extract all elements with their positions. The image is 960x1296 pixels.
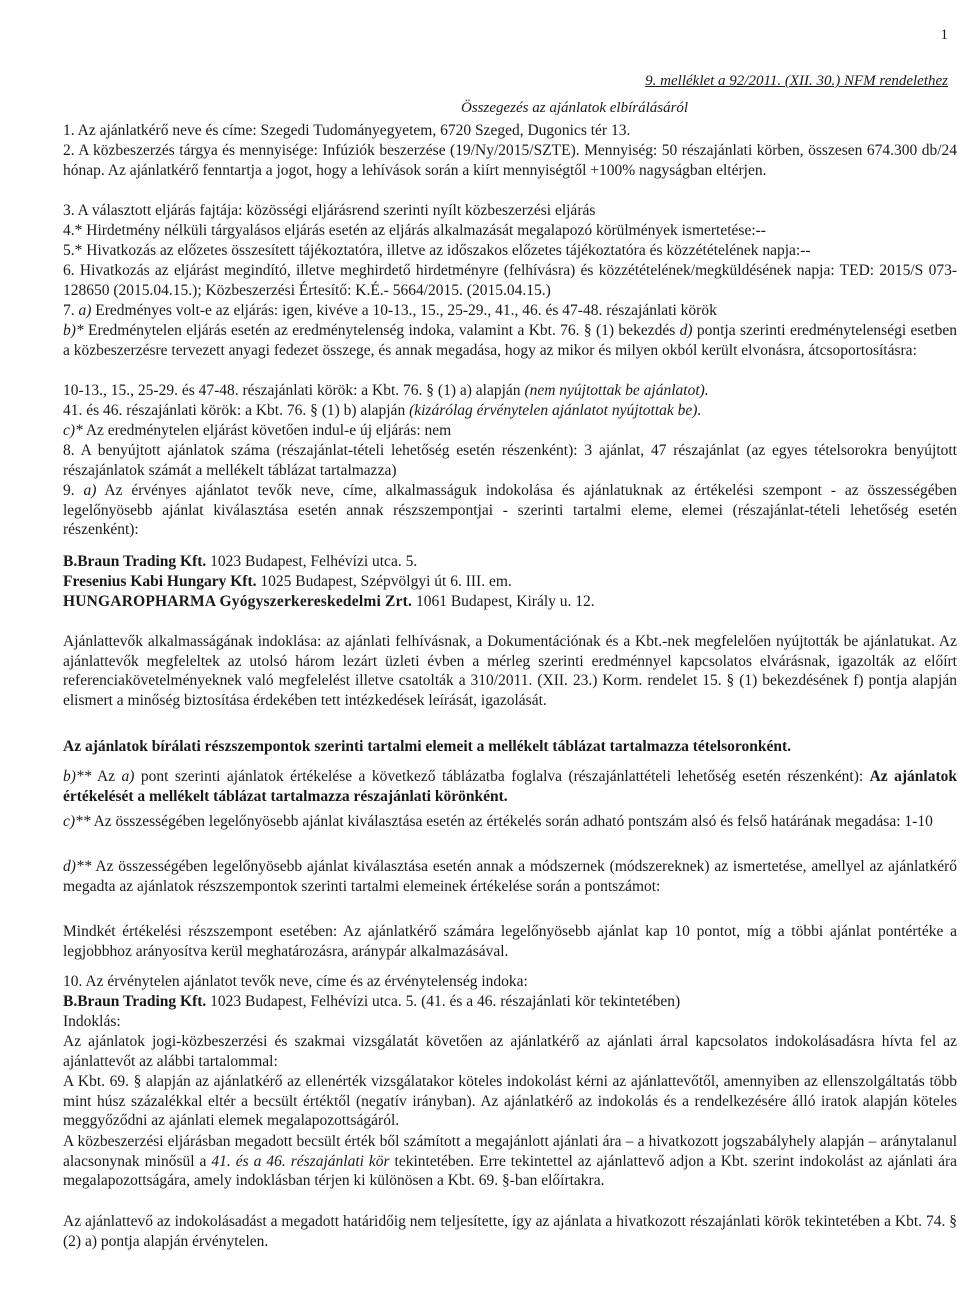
s7b-mark2: d) xyxy=(679,322,693,339)
s9c-text: Az összességében legelőnyösebb ajánlat kiválasztása esetén az értékelés során adható pontszám alsó és felső határának megadása: 1-10 xyxy=(90,813,933,830)
section-1: 1. Az ajánlatkérő neve és címe: Szegedi Tudományegyetem, 6720 Szeged, Dugonics tér 13. xyxy=(63,122,631,139)
reason-3 xyxy=(63,1132,957,1191)
document-title: Összegezés az ajánlatok elbírálásáról xyxy=(461,100,689,116)
s7a-text: Eredményes volt-e az eljárás: igen, kivéve a 10-13., 15., 25-29., 41., 46. és 47-48. részajánlati körök xyxy=(91,302,717,319)
s9b-mark2: a) xyxy=(121,768,135,785)
company-1-name: B.Braun Trading Kft. xyxy=(63,553,207,570)
company-3-name: HUNGAROPHARMA Gyógyszerkereskedelmi Zrt. xyxy=(63,593,413,610)
s7b-mark: b)* xyxy=(63,322,84,339)
section-10: 10. Az érvénytelen ajánlatot tevők neve, címe és az érvénytelenség indoka: xyxy=(63,973,528,990)
section-7c xyxy=(63,421,957,441)
annex-header: 9. melléklet a 92/2011. (XII. 30.) NFM rendelethez xyxy=(645,73,948,89)
section-9c xyxy=(63,812,957,832)
bold-statement: Az ajánlatok bírálati részszempontok szerinti tartalmi elemeit a mellékelt táblázat tartalmazza tételsoronként. xyxy=(63,738,792,755)
section-9d xyxy=(63,857,957,896)
s9b-mark: b)** xyxy=(63,768,92,785)
company-1 xyxy=(63,552,957,572)
s9b-text1: Az xyxy=(91,768,122,785)
company-2 xyxy=(63,572,957,592)
s7b2-italic: (kizárólag érvénytelen ajánlatot nyújtottak be). xyxy=(409,402,702,419)
s7b2-text: 41. és 46. részajánlati körök: a Kbt. 76. § (1) b) alapján xyxy=(63,402,410,419)
section-7b-item-2 xyxy=(63,401,957,421)
company-2-address: 1025 Budapest, Szépvölgyi út 6. III. em. xyxy=(256,573,512,590)
s9b-text2: pont szerinti ajánlatok értékelése a következő táblázatba foglalva (részajánlattételi lehetőség esetén részenként): xyxy=(134,768,870,785)
company-3 xyxy=(63,592,957,612)
s9a-num: 9. xyxy=(63,482,84,499)
company-2-name: Fresenius Kabi Hungary Kft. xyxy=(63,573,257,590)
section-7b-item-1 xyxy=(63,381,957,401)
s10-company-address: 1023 Budapest, Felhévízi utca. 5. (41. és a 46. részajánlati kör tekintetében) xyxy=(206,993,681,1010)
section-7b xyxy=(63,321,957,360)
s9d-mark: d)** xyxy=(63,858,92,875)
section-9a xyxy=(63,481,957,540)
s7b-text2: pontja szerinti eredménytelenségi esetben a közbeszerzésre tervezett anyagi fedezet összege, és annak megadása, hogy az mikor és milyen okból került elvonásra, átcsoportosításra: xyxy=(63,322,957,359)
page-number: 1 xyxy=(940,27,948,43)
section-9b xyxy=(63,767,957,806)
section-8: 8. A benyújtott ajánlatok száma (részajánlat-tételi lehetőség esetén részenként): 3 ajánlat, 47 részajánlat (az egyes tételsorokra benyújtott részajánlatok számát a mellékelt táblázat tartalmazza) xyxy=(63,442,957,479)
s9a-text: Az érvényes ajánlatot tevők neve, címe, alkalmasságuk indokolása és ajánlatuknak az értékelési szempont - az összességében legelőnyösebb ajánlat kiválasztása esetén annak részszempontjai - szerinti tartalmi eleme, elemei (részajánlat-tételi lehetőség esetén részenként): xyxy=(63,482,958,539)
section-7a xyxy=(63,301,957,321)
section-9d-detail: Mindkét értékelési részszempont esetében: Az ajánlatkérő számára legelőnyösebb ajánlat kap 10 pontot, míg a többi ajánlat pontértéke a legjobbhoz arányosítva kerül meghatározásra, aránypár alkalmazásával. xyxy=(63,923,957,960)
r3-italic: 41. és a 46. részajánlati kör xyxy=(211,1152,390,1170)
s7a-num: 7. xyxy=(63,302,79,319)
s9d-text: Az összességében legelőnyösebb ajánlat kiválasztása esetén annak a módszernek (módszereknek) az ismertetése, amellyel az ajánlatkérő megadta az ajánlatok részszempontok szerinti tartalmi elemeinek értékelése során a pontszámot: xyxy=(63,858,957,895)
r3-text1: A közbeszerzési eljárásban megadott becsült érték ből számított a megajánlott ajánlati ára – a hivatkozott jogszabályhely alapján – aránytalanul alacsonynak minősül a xyxy=(63,1133,957,1170)
s7c-text: Az eredménytelen eljárást követően indul-e új eljárás: nem xyxy=(82,422,452,439)
s7b1-italic: (nem nyújtottak be ajánlatot). xyxy=(524,382,709,399)
reason-1: Az ajánlatok jogi-közbeszerzési és szakmai vizsgálatát követően az ajánlatkérő az ajánlati árral kapcsolatos indokolásadásra hívta fel az ajánlattevőt az alábbi tartalommal: xyxy=(63,1033,957,1070)
r3-text2: tekintetében. Erre tekintettel az ajánlattevő adjon a Kbt. szerint indokolást az ajánlati ára megalapozottságára, amely indoklásban térjen ki különösen a Kbt. 69. §-ban előírtakra. xyxy=(63,1152,957,1190)
s9b-bold: Az ajánlatok értékelését a mellékelt táblázat tartalmazza részajánlati körönként. xyxy=(63,768,957,805)
indoklas-heading: Indoklás: xyxy=(63,1013,121,1030)
section-5: 5.* Hivatkozás az előzetes összesített tájékoztatóra, illetve az időszakos előzetes tájékoztatóra és közzétételének napja:-- xyxy=(63,242,811,259)
section-10-company xyxy=(63,992,957,1012)
s7c-mark: c)* xyxy=(63,422,83,439)
section-3: 3. A választott eljárás fajtája: közösségi eljárásrend szerinti nyílt közbeszerzési eljárás xyxy=(63,202,596,219)
reason-4: Az ajánlattevő az indokolásadást a megadott határidőig nem teljesítette, így az ajánlata a hivatkozott részajánlati körök tekintetében a Kbt. 74. § (2) a) pontja alapján érvénytelen. xyxy=(63,1213,957,1250)
reason-2: A Kbt. 69. § alapján az ajánlatkérő az ellenérték vizsgálatakor köteles indokolást kérni az ajánlattevőtől, amennyiben az ellenszolgáltatás több mint húsz százalékkal eltér a becsült értéktől (negatív irányban). Az ajánlatkérő az indokolás és a rendelkezésére álló iratok alapján köteles meggyőződni az ajánlati elemek megalapozottságáról. xyxy=(63,1073,957,1130)
s9c-mark: c)** xyxy=(63,813,91,830)
s7b1-text: 10-13., 15., 25-29. és 47-48. részajánlati körök: a Kbt. 76. § (1) a) alapján xyxy=(63,382,525,399)
company-1-address: 1023 Budapest, Felhévízi utca. 5. xyxy=(206,553,418,570)
company-3-address: 1061 Budapest, Király u. 12. xyxy=(412,593,595,610)
s10-company-name: B.Braun Trading Kft. xyxy=(63,993,207,1010)
suitability-paragraph: Ajánlattevők alkalmasságának indoklása: az ajánlati felhívásnak, a Dokumentációnak és a Kbt.-nek megfelelően nyújtották be ajánlatukat. Az ajánlattevők megfeleltek az utolsó három lezárt üzleti évben a mérleg szerinti eredménnyel kapcsolatos elvárásnak, igazolták az előírt referenciakövetelményeknek való megfelelést illetve csatolták a 310/2011. (XII. 23.) Korm. rendelet 15. § (1) bekezdésének f) pontja alapján elismert a minőség biztosítása érdekében tett intézkedések leírását, igazolását. xyxy=(63,633,957,709)
section-2: 2. A közbeszerzés tárgya és mennyisége: Infúziók beszerzése (19/Ny/2015/SZTE). Mennyiség: 50 részajánlati körben, összesen 674.300 db/24 hónap. Az ajánlatkérő fenntartja a jogot, hogy a lehívások során a kiírt mennyiségtől +100% nagyságban eltérjen. xyxy=(63,142,957,179)
s7a-mark: a) xyxy=(78,302,92,319)
section-4: 4.* Hirdetmény nélküli tárgyalásos eljárás esetén az eljárás alkalmazását megalapozó körülmények ismertetése:-- xyxy=(63,222,766,239)
section-6: 6. Hivatkozás az eljárást megindító, illetve meghirdető hirdetményre (felhívásra) és közzétételének/megküldésének napja: TED: 2015/S 073-128650 (2015.04.15.); Közbeszerzési Értesítő: K.É.- 5664/2015. (2015.04.15.) xyxy=(63,262,957,299)
s7b-text: Eredménytelen eljárás esetén az eredménytelenség indoka, valamint a Kbt. 76. § (1) bekezdés xyxy=(83,322,680,339)
s9a-mark: a) xyxy=(83,482,97,499)
